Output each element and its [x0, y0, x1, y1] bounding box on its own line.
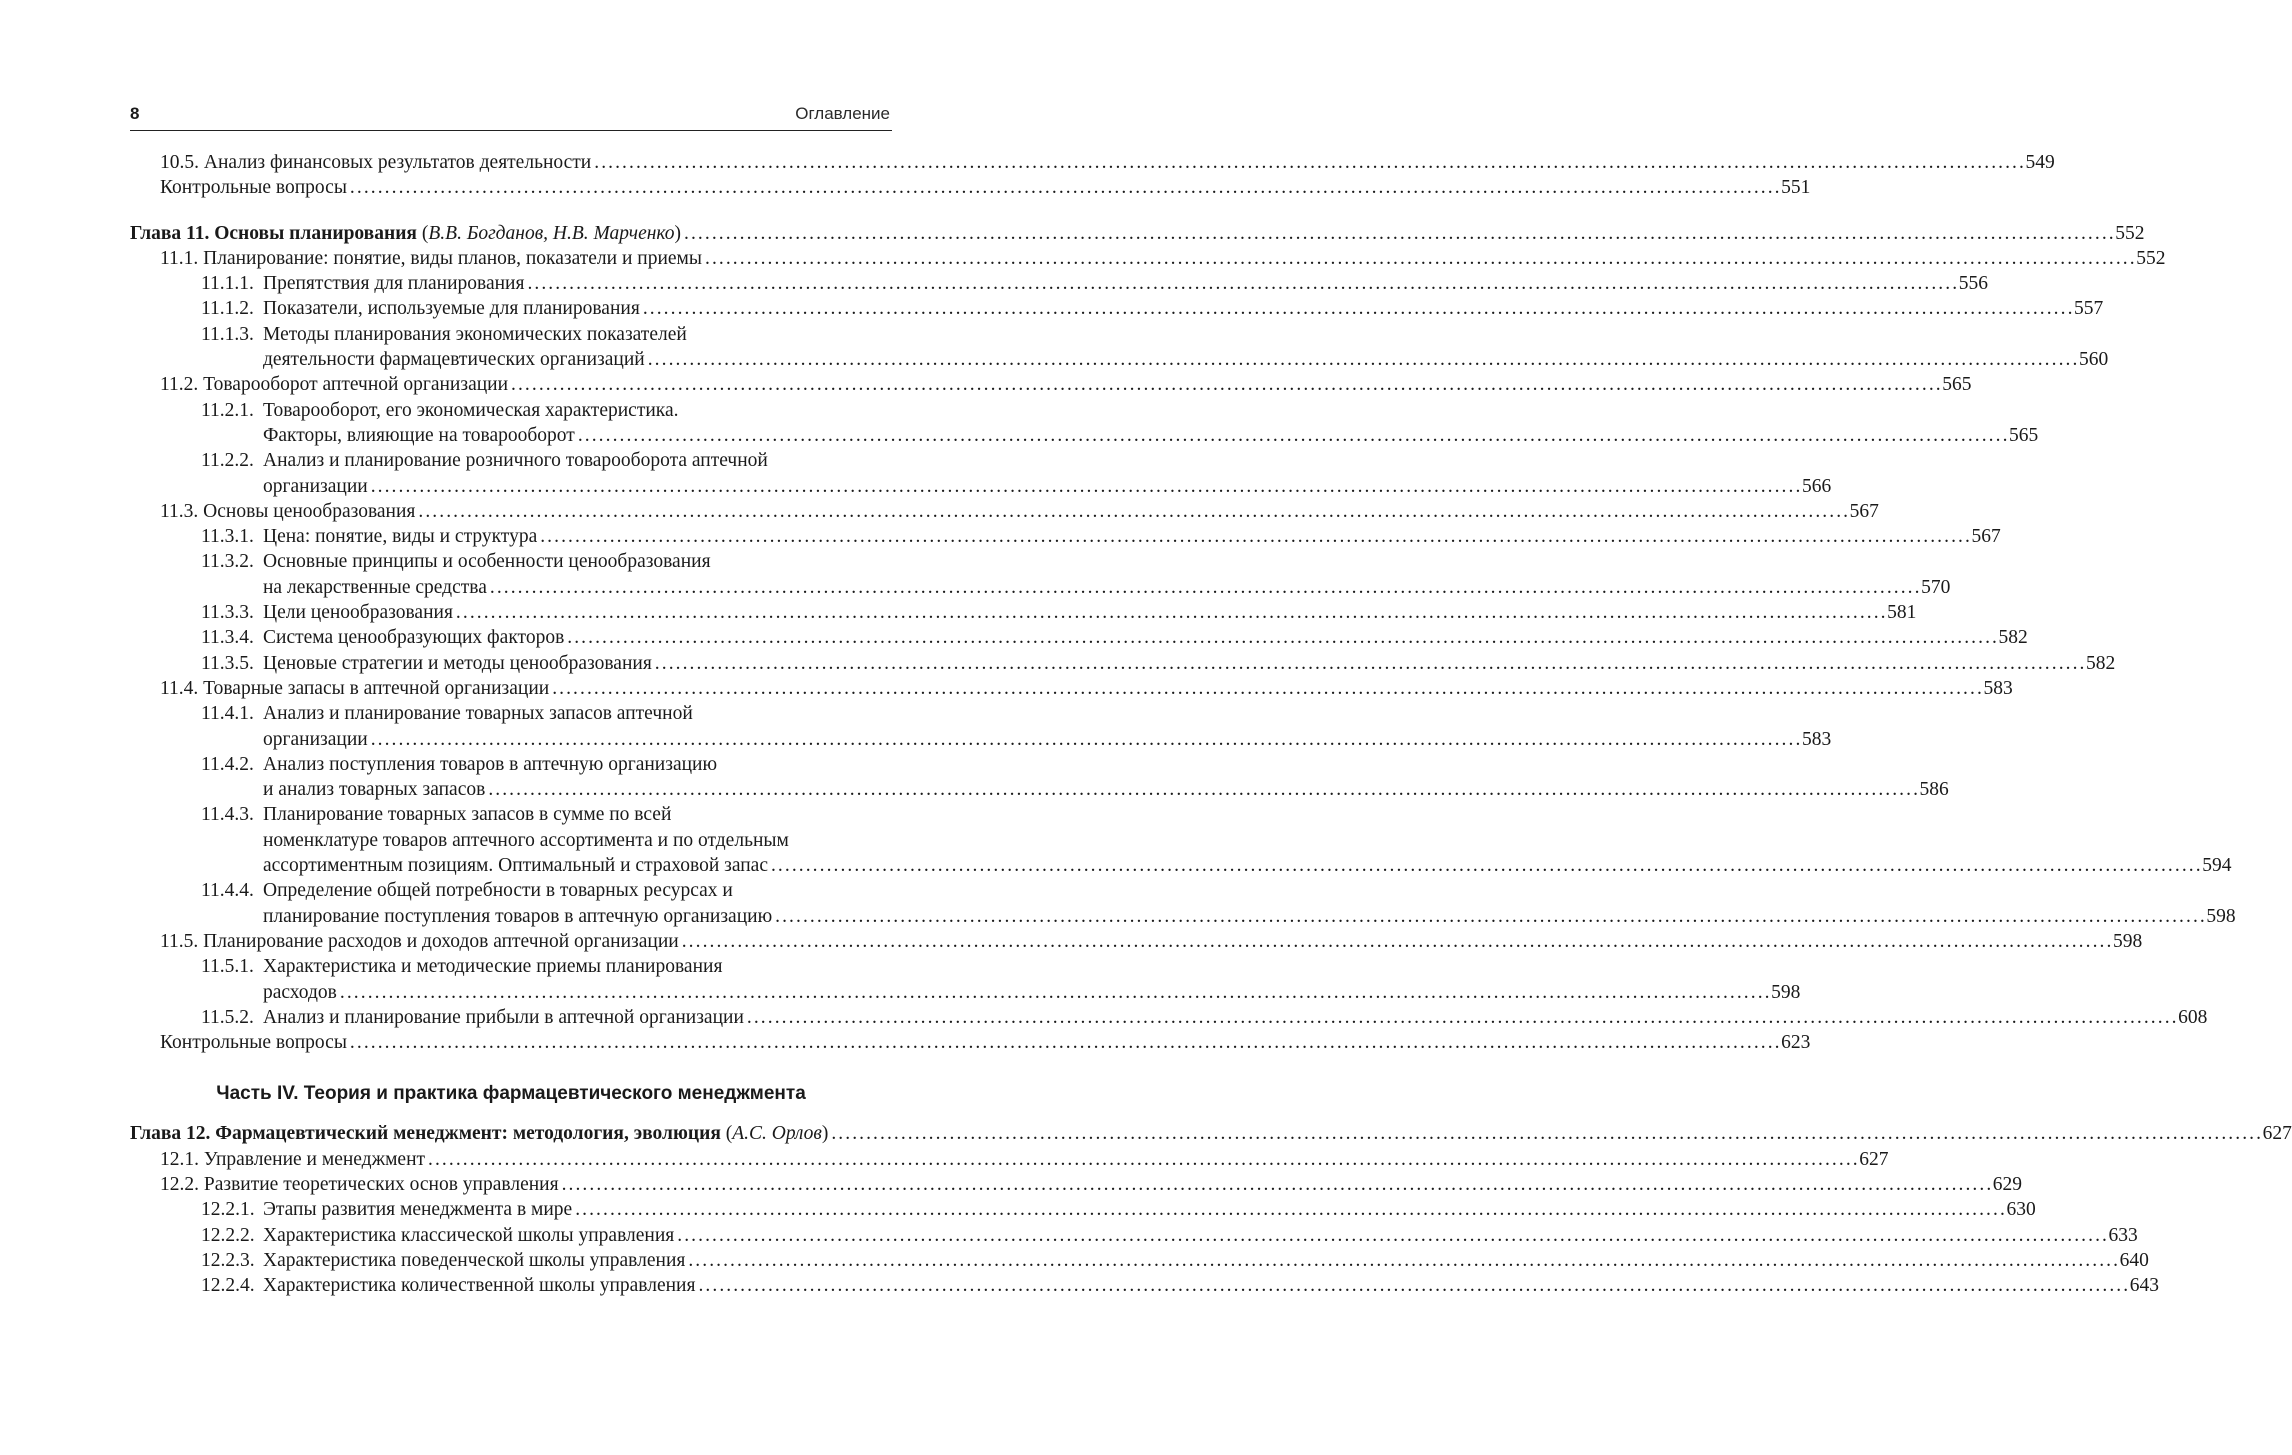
- leader-dots: [490, 575, 1918, 600]
- toc-entry-12-2-3[interactable]: 12.2.3. Характеристика поведенческой школы управления . . . 640: [130, 1248, 892, 1273]
- page-ref: 552: [2115, 222, 2145, 244]
- running-title: Оглавление: [795, 104, 890, 123]
- toc-entry-11-3-5[interactable]: 11.3.5. Ценовые стратегии и методы ценообразования . . . 582: [130, 651, 892, 676]
- leader-dots: [643, 296, 2071, 321]
- page-ref: 623: [1781, 1032, 1811, 1054]
- leader-dots: [428, 1147, 1856, 1172]
- running-header: [130, 102, 892, 128]
- toc-entry-11-2-1[interactable]: 11.2.1. Товарооборот, его экономическая характеристика. Факторы, влияющие на товарооборот . . . 565: [130, 398, 892, 449]
- toc-entry-11-2-2[interactable]: 11.2.2. Анализ и планирование розничного товарооборота аптечной организации . . . 566: [130, 448, 892, 499]
- page-ref: 552: [2136, 247, 2166, 269]
- toc-entry-11-5-2[interactable]: 11.5.2. Анализ и планирование прибыли в аптечной организации . . . 608: [130, 1005, 892, 1030]
- page-ref: 549: [2025, 152, 2055, 173]
- page-ref: 567: [1971, 526, 2001, 548]
- leader-dots: [567, 625, 1995, 650]
- toc-entry-11-2[interactable]: 11.2. Товарооборот аптечной организации . . . 565: [130, 372, 892, 397]
- page-ref: 567: [1849, 500, 1879, 522]
- chapter-title: Глава 12. Фармацевтический менеджмент: методология, эволюция: [130, 1123, 721, 1145]
- page-ref: 556: [1958, 273, 1988, 295]
- page-number: 8: [130, 104, 140, 123]
- leader-dots: [578, 423, 2006, 448]
- leader-dots: [527, 271, 1955, 296]
- page-ref: 570: [1921, 576, 1951, 598]
- page-ref: 633: [2108, 1224, 2138, 1246]
- toc-chapter-11[interactable]: Глава 11. Основы планирования (В.В. Богданов, Н.В. Марченко) . . . 552: [130, 221, 892, 246]
- toc-entry-control-questions-11[interactable]: Контрольные вопросы . . . 623: [130, 1030, 892, 1055]
- toc-entry-12-2-4[interactable]: 12.2.4. Характеристика количественной школы управления . . . 643: [130, 1273, 892, 1298]
- leader-dots: [831, 1121, 2259, 1146]
- toc-entry-11-1[interactable]: 11.1. Планирование: понятие, виды планов, показатели и приемы . . . 552: [130, 246, 892, 271]
- page-ref: 608: [2178, 1006, 2208, 1028]
- toc-entry-11-4-3[interactable]: 11.4.3. Планирование товарных запасов в сумме по всей номенклатуре товаров аптечного ассортимента и по отдельным ассортиментным позициям. Оптимальный и страховой запас . . . 594: [130, 802, 892, 878]
- toc-entry-11-3-2[interactable]: 11.3.2. Основные принципы и особенности ценообразования на лекарственные средства . . . 570: [130, 549, 892, 600]
- page-ref: 598: [2112, 930, 2143, 952]
- page-ref: 565: [2009, 424, 2039, 446]
- header-rule: [130, 130, 892, 131]
- leader-dots: [511, 372, 1939, 397]
- toc-entry-11-3-4[interactable]: 11.3.4. Система ценообразующих факторов . . . 582: [130, 625, 892, 650]
- page-ref: 565: [1942, 374, 1972, 396]
- leader-dots: [340, 980, 1768, 1005]
- toc-entry-12-2-1[interactable]: 12.2.1. Этапы развития менеджмента в мире . . . 630: [130, 1197, 892, 1222]
- leader-dots: [350, 175, 1778, 200]
- toc-part-4-heading[interactable]: Часть IV. Теория и практика фармацевтического менеджмента: [216, 1083, 806, 1105]
- page-ref: 640: [2119, 1249, 2149, 1271]
- toc-chapter-12[interactable]: Глава 12. Фармацевтический менеджмент: методология, эволюция (А.С. Орлов) . . . 627: [130, 1121, 892, 1146]
- leader-dots: [682, 929, 2110, 954]
- page-ref: 583: [1801, 728, 1832, 750]
- toc-entry-11-1-2[interactable]: 11.1.2. Показатели, используемые для планирования . . . 557: [130, 296, 892, 321]
- page-ref: 594: [2202, 855, 2232, 877]
- page-ref: 627: [2262, 1123, 2292, 1145]
- toc-entry-11-3-1[interactable]: 11.3.1. Цена: понятие, виды и структура . . . 567: [130, 524, 892, 549]
- toc-entry-12-1[interactable]: 12.1. Управление и менеджмент . . . 627: [130, 1147, 892, 1172]
- leader-dots: [562, 1172, 1990, 1197]
- chapter-authors: В.В. Богданов, Н.В. Марченко: [428, 222, 675, 244]
- leader-dots: [775, 904, 2203, 929]
- page-ref: 630: [2006, 1199, 2036, 1221]
- toc-entry-11-3[interactable]: 11.3. Основы ценообразования . . . 567: [130, 499, 892, 524]
- leader-dots: [684, 221, 2112, 246]
- toc-entry-11-5[interactable]: 11.5. Планирование расходов и доходов аптечной организации . . . 598: [130, 929, 892, 954]
- page-ref: 581: [1887, 602, 1917, 624]
- page-ref: 598: [1771, 981, 1801, 1003]
- chapter-authors: А.С. Орлов: [732, 1123, 822, 1145]
- leader-dots: [488, 777, 1916, 802]
- toc-entry-control-questions-10[interactable]: Контрольные вопросы . . . 551: [130, 175, 892, 200]
- toc-entry-11-1-3[interactable]: 11.1.3. Методы планирования экономических показателей деятельности фармацевтических организаций . . . 560: [130, 322, 892, 373]
- leader-dots: [456, 600, 1884, 625]
- page-ref: 583: [1983, 677, 2013, 699]
- page-ref: 629: [1992, 1173, 2023, 1195]
- leader-dots: [552, 676, 1980, 701]
- leader-dots: [418, 499, 1846, 524]
- leader-dots: [648, 347, 2076, 372]
- page-ref: 582: [2086, 652, 2116, 674]
- page-ref: 557: [2074, 298, 2104, 320]
- chapter-title: Глава 11. Основы планирования: [130, 222, 417, 244]
- leader-dots: [677, 1223, 2105, 1248]
- leader-dots: [688, 1248, 2116, 1273]
- leader-dots: [540, 524, 1968, 549]
- leader-dots: [371, 474, 1799, 499]
- table-of-contents: [130, 150, 2292, 1298]
- leader-dots: [698, 1273, 2126, 1298]
- leader-dots: [575, 1197, 2003, 1222]
- leader-dots: [594, 150, 2022, 175]
- page-ref: 560: [2078, 349, 2109, 371]
- toc-entry-11-5-1[interactable]: 11.5.1. Характеристика и методические приемы планирования расходов . . . 598: [130, 954, 892, 1005]
- leader-dots: [371, 727, 1799, 752]
- toc-entry-11-4-2[interactable]: 11.4.2. Анализ поступления товаров в аптечную организацию и анализ товарных запасов . . . 586: [130, 752, 892, 803]
- toc-entry-11-1-1[interactable]: 11.1.1. Препятствия для планирования . . . 556: [130, 271, 892, 296]
- page-ref: 627: [1859, 1148, 1889, 1170]
- page-ref: 582: [1998, 627, 2028, 649]
- page-ref: 598: [2206, 905, 2236, 927]
- page-ref: 643: [2129, 1275, 2159, 1297]
- leader-dots: [350, 1030, 1778, 1055]
- toc-entry-11-3-3[interactable]: 11.3.3. Цели ценообразования . . . 581: [130, 600, 892, 625]
- page-ref: 566: [1801, 475, 1832, 497]
- toc-entry-12-2-2[interactable]: 12.2.2. Характеристика классической школы управления . . . 633: [130, 1223, 892, 1248]
- leader-dots: [705, 246, 2133, 271]
- leader-dots: [771, 853, 2199, 878]
- toc-entry-12-2[interactable]: 12.2. Развитие теоретических основ управления . . . 629: [130, 1172, 892, 1197]
- leader-dots: [747, 1005, 2175, 1030]
- toc-entry-11-4-4[interactable]: 11.4.4. Определение общей потребности в товарных ресурсах и планирование поступления товаров в аптечную организацию . . . 598: [130, 878, 892, 929]
- toc-entry-11-4[interactable]: 11.4. Товарные запасы в аптечной организации . . . 583: [130, 676, 892, 701]
- page-ref: 586: [1919, 779, 1949, 801]
- toc-entry-11-4-1[interactable]: 11.4.1. Анализ и планирование товарных запасов аптечной организации . . . 583: [130, 701, 892, 752]
- leader-dots: [655, 651, 2083, 676]
- toc-entry-10-5[interactable]: 10.5. Анализ финансовых результатов деятельности . . . 549: [130, 150, 892, 175]
- page-ref: 551: [1781, 177, 1811, 199]
